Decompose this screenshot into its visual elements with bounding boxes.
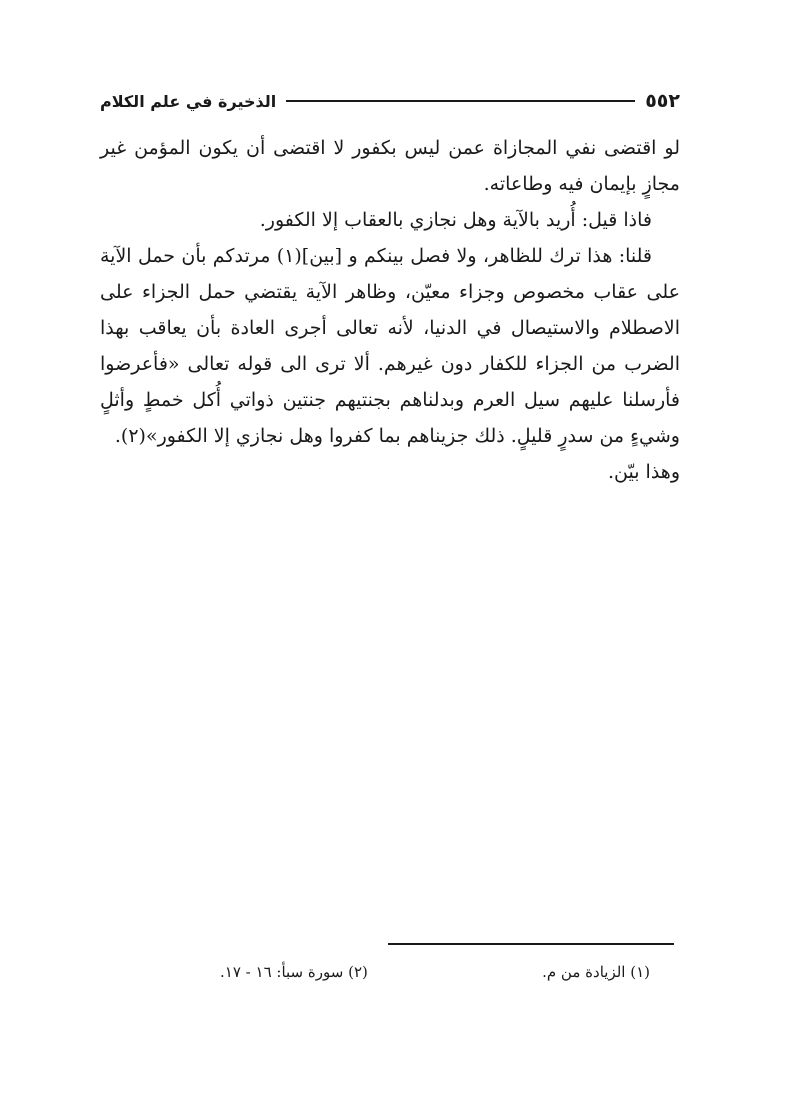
footnote-rule xyxy=(388,943,674,945)
page-number: ٥٥٢ xyxy=(645,90,680,112)
footnote: (١) الزيادة من م. xyxy=(542,963,650,981)
footnotes xyxy=(220,958,650,988)
header-rule xyxy=(286,100,635,102)
body-text xyxy=(100,130,680,490)
footnote: (٢) سورة سبأ: ١٦ - ١٧. xyxy=(220,963,368,981)
paragraph: فاذا قيل: أُريد بالآية وهل نجازي بالعقاب إلا الكفور. xyxy=(259,209,652,231)
paragraph: وهذا بيّن. xyxy=(607,461,680,483)
running-header xyxy=(100,86,680,116)
paragraph: قلنا: هذا ترك للظاهر، ولا فصل بينكم و [بين](١) مرتدكم بأن حمل الآية على عقاب مخصوص وجزاء معيّن، وظاهر الآية يقتضي حمل الجزاء على الاصطلام والاستيصال في الدنيا، لأنه تعالى أجرى العادة بأن يعاقب بهذا الضرب من الجزاء للكفار دون غيرهم. ألا ترى الى قوله تعالى «فأعرضوا فأرسلنا عليهم سيل العرم وبدلناهم بجنتيهم جنتين ذواتي أُكل خمطٍ وأثلٍ وشيءٍ من سدرٍ قليلٍ. ذلك جزيناهم بما كفروا وهل نجازي إلا الكفور»(٢). xyxy=(100,245,680,447)
paragraph: لو اقتضى نفي المجازاة عمن ليس بكفور لا اقتضى أن يكون المؤمن غير مجازٍ بإيمان فيه وطاعاته. xyxy=(100,137,680,195)
book-title: الذخيرة في علم الكلام xyxy=(100,91,277,111)
